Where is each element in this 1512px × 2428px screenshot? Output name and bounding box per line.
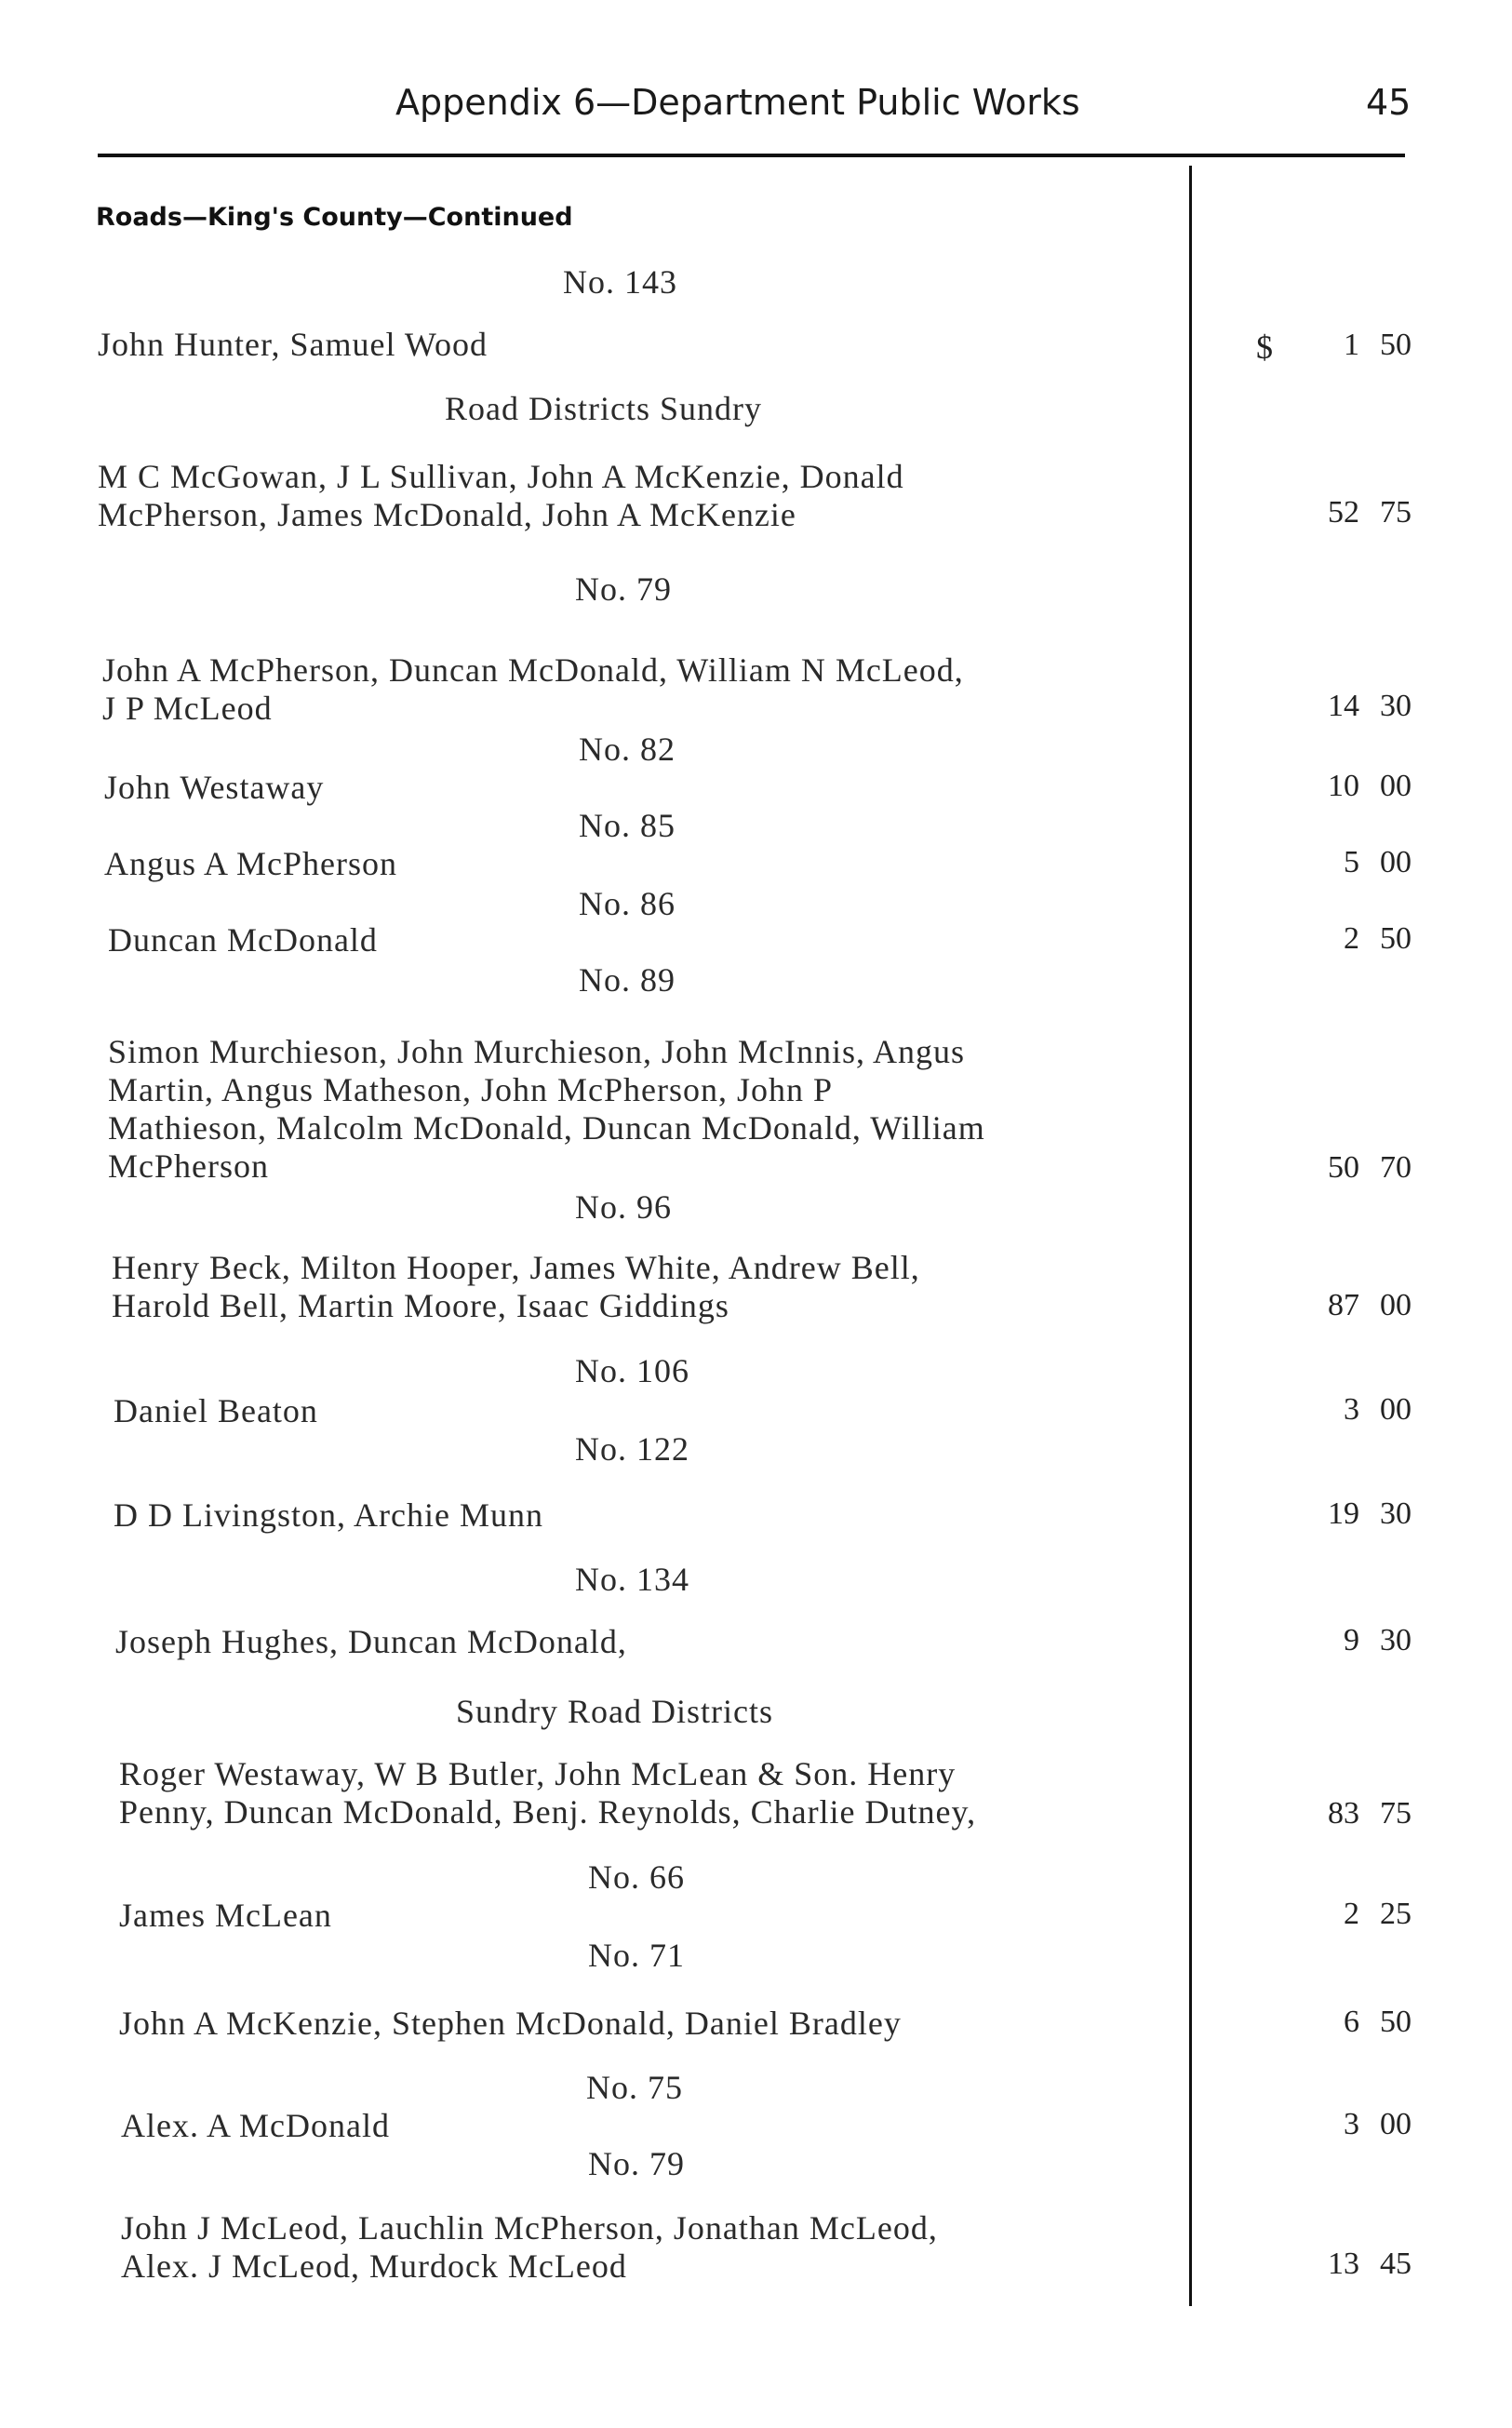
amount-cents: 30 [1380, 1496, 1412, 1531]
currency-symbol: $ [1256, 329, 1273, 366]
amount [1328, 1796, 1412, 1831]
names-line: D D Livingston, Archie Munn [114, 1496, 543, 1534]
amount [1344, 1623, 1412, 1658]
amount-dollars: 9 [1344, 1623, 1359, 1657]
amount-column-rule [1189, 166, 1192, 2306]
names-line: Joseph Hughes, Duncan McDonald, [115, 1623, 627, 1660]
section-label: Roads—King's County—Continued [96, 203, 573, 232]
amount [1344, 2107, 1412, 2142]
names-block [119, 2005, 902, 2043]
district-heading: Sundry Road Districts [456, 1693, 773, 1730]
amount-dollars: 5 [1344, 845, 1359, 879]
amount-cents: 75 [1380, 495, 1412, 530]
names-line: John A McKenzie, Stephen McDonald, Daniel Bradley [119, 2005, 902, 2042]
amount [1328, 769, 1412, 804]
names-line: Mathieson, Malcolm McDonald, Duncan McDonald, William [108, 1109, 985, 1147]
district-heading: No. 66 [588, 1858, 685, 1896]
names-line: John Hunter, Samuel Wood [98, 326, 488, 363]
names-block [119, 1755, 976, 1831]
names-line: J P McLeod [102, 690, 273, 727]
district-heading: No. 79 [588, 2145, 685, 2182]
names-block [108, 921, 378, 959]
district-heading: No. 86 [579, 885, 676, 922]
district-heading: No. 75 [586, 2069, 683, 2106]
district-heading: Road Districts Sundry [445, 390, 762, 427]
amount [1344, 845, 1412, 880]
amount-cents: 50 [1380, 921, 1412, 956]
amount [1344, 921, 1412, 957]
district-heading: No. 79 [575, 570, 672, 608]
names-block [98, 458, 904, 534]
amount-dollars: 13 [1328, 2247, 1359, 2281]
amount [1328, 1150, 1412, 1186]
amount [1328, 1288, 1412, 1323]
district-heading: No. 85 [579, 807, 676, 844]
amount-cents: 70 [1380, 1150, 1412, 1185]
amount-dollars: 2 [1344, 1897, 1359, 1931]
amount [1344, 328, 1412, 363]
district-heading: No. 89 [579, 961, 676, 999]
amount-dollars: 3 [1344, 2107, 1359, 2141]
names-line: John Westaway [104, 769, 325, 806]
amount-dollars: 83 [1328, 1796, 1359, 1831]
amount-dollars: 19 [1328, 1496, 1359, 1531]
names-line: Harold Bell, Martin Moore, Isaac Giddings [112, 1287, 729, 1324]
names-line: Simon Murchieson, John Murchieson, John McInnis, Angus [108, 1033, 965, 1070]
page-header-title: Appendix 6—Department Public Works [395, 82, 1080, 123]
amount [1344, 2005, 1412, 2040]
names-line: Henry Beck, Milton Hooper, James White, Andrew Bell, [112, 1249, 920, 1286]
amount-cents: 00 [1380, 845, 1412, 879]
names-block [102, 651, 964, 728]
amount-cents: 00 [1380, 1288, 1412, 1322]
district-heading: No. 134 [575, 1561, 689, 1598]
amount [1344, 1897, 1412, 1932]
names-block [104, 845, 397, 883]
names-block [121, 2107, 390, 2145]
names-line: Daniel Beaton [114, 1392, 318, 1429]
names-line: John J McLeod, Lauchlin McPherson, Jonathan McLeod, [121, 2209, 938, 2247]
names-line: Duncan McDonald [108, 921, 378, 959]
amount-cents: 00 [1380, 1392, 1412, 1427]
page-number: 45 [1366, 82, 1412, 123]
names-block [114, 1392, 318, 1430]
names-line: James McLean [119, 1897, 332, 1934]
names-block [114, 1496, 543, 1535]
header-rule [98, 154, 1405, 157]
amount-dollars: 2 [1344, 921, 1359, 956]
amount-cents: 00 [1380, 2107, 1412, 2141]
names-block [108, 1033, 985, 1186]
amount-dollars: 52 [1328, 495, 1359, 530]
amount-cents: 50 [1380, 328, 1412, 362]
amount [1328, 689, 1412, 724]
amount [1328, 1496, 1412, 1532]
amount-dollars: 1 [1344, 328, 1359, 362]
district-heading: No. 106 [575, 1352, 689, 1389]
names-line: McPherson, James McDonald, John A McKenzie [98, 496, 796, 533]
names-line: Martin, Angus Matheson, John McPherson, John P [108, 1071, 834, 1108]
names-block [119, 1897, 332, 1935]
amount-dollars: 50 [1328, 1150, 1359, 1185]
names-line: Roger Westaway, W B Butler, John McLean & Son. Henry [119, 1755, 957, 1792]
names-block [115, 1623, 627, 1661]
district-heading: No. 71 [588, 1937, 685, 1974]
amount-cents: 30 [1380, 689, 1412, 723]
amount [1328, 495, 1412, 530]
names-block [112, 1249, 920, 1325]
amount-dollars: 3 [1344, 1392, 1359, 1427]
names-line: John A McPherson, Duncan McDonald, William N McLeod, [102, 651, 964, 689]
amount [1344, 1392, 1412, 1428]
names-line: Angus A McPherson [104, 845, 398, 882]
amount-cents: 50 [1380, 2005, 1412, 2039]
names-line: McPherson [108, 1147, 269, 1185]
names-block [121, 2209, 938, 2286]
names-line: Alex. A McDonald [121, 2107, 390, 2144]
amount-cents: 30 [1380, 1623, 1412, 1657]
amount-cents: 25 [1380, 1897, 1412, 1931]
amount-cents: 45 [1380, 2247, 1412, 2281]
names-line: M C McGowan, J L Sullivan, John A McKenzie, Donald [98, 458, 904, 495]
amount-dollars: 87 [1328, 1288, 1359, 1322]
district-heading: No. 122 [575, 1430, 689, 1468]
names-block [104, 769, 324, 807]
amount [1328, 2247, 1412, 2282]
names-line: Alex. J McLeod, Murdock McLeod [121, 2247, 627, 2285]
amount-cents: 00 [1380, 769, 1412, 803]
district-heading: No. 82 [579, 731, 676, 768]
district-heading: No. 143 [563, 263, 677, 301]
amount-dollars: 14 [1328, 689, 1359, 723]
amount-dollars: 6 [1344, 2005, 1359, 2039]
names-block [98, 326, 488, 364]
names-line: Penny, Duncan McDonald, Benj. Reynolds, Charlie Dutney, [119, 1793, 977, 1831]
district-heading: No. 96 [575, 1188, 672, 1226]
amount-cents: 75 [1380, 1796, 1412, 1831]
amount-dollars: 10 [1328, 769, 1359, 803]
